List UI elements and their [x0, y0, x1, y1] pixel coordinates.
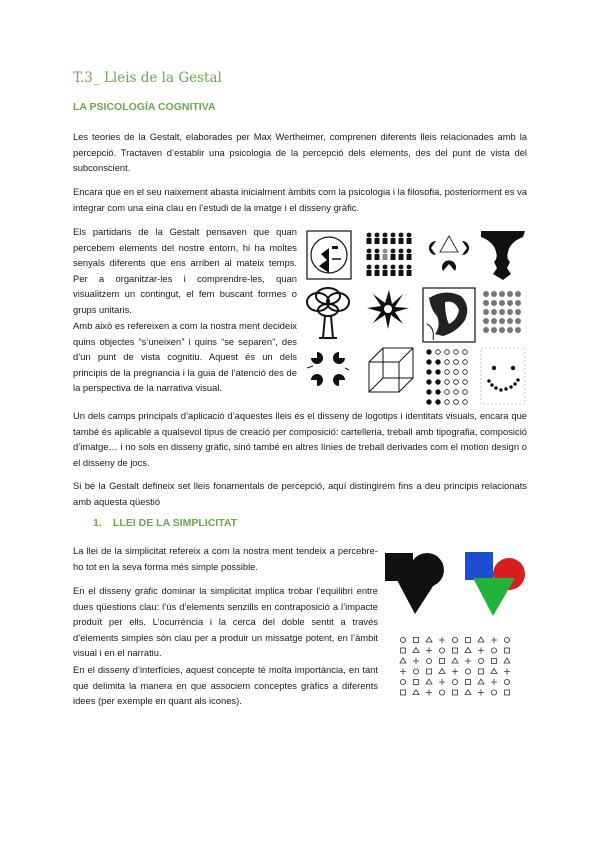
ui-icon	[465, 669, 470, 674]
simplicity-paragraph-2: En el disseny gràfic dominar la simplicitat implica trobar l’equilibri entre dues qüestions clau: l’ús d’elements senzills en contraposició a l’impacte produït per ells. L’ocurrència i la cerca del doble sentit a través d’elements simples són clau per a produir un missatge potent, en l’àmbit visual i en el narratiu.	[73, 585, 378, 659]
ui-icon	[426, 637, 432, 642]
ui-icon	[426, 658, 431, 663]
ui-icon	[453, 648, 458, 653]
ui-icon	[452, 658, 458, 663]
ui-icon	[400, 679, 405, 684]
applications-paragraph: Un dels camps principals d’aplicació d’aquestes lleis és el disseny de logotips i identitats visuals, encara que també és aplicable a qualsevol tipus de creació per composició: cartelleria, treball amb tipografia, composició d’imatge… i no sols en disseny gràfic, sinó també en altres línies de treball derivades com el motion design o el disseny de jocs.	[73, 410, 527, 468]
necker-cube-figure	[369, 348, 413, 392]
ui-icon	[478, 637, 484, 642]
ui-icon	[465, 658, 471, 664]
history-paragraph: Encara que en el seu naixement abasta inicialment àmbits com la psicologia i la filosofia, posteriorment es va integrar com una eina clau en l’estudi de la imatge i el disseny gràfic.	[73, 186, 527, 213]
ui-icon	[491, 690, 496, 695]
ui-icon	[413, 669, 418, 674]
knot-tree-figure	[307, 288, 349, 338]
ui-icon	[452, 679, 457, 684]
simplicity-paragraph-3: En el disseny d’interfícies, aquest concepte té molta importància, en tant que delimita la manera en que associem conceptes gràfics a diferents idees (per exemple en quant als icones).	[73, 664, 378, 707]
dot-grid-figure	[483, 291, 521, 333]
face-profile-figure	[307, 231, 351, 279]
intro-paragraph: Les teories de la Gestalt, elaborades per Max Wertheimer, comprenen diferents lleis relacionades amb la percepció. Tractaven d’establir una psicologia de la percepció dels elements, des del punt de vista del subconscient.	[73, 131, 527, 174]
gestalt-examples-gallery	[305, 228, 527, 405]
ui-icon	[439, 648, 444, 653]
simplicity-shapes-figure	[385, 550, 530, 620]
people-group-figure	[367, 233, 412, 276]
ui-icon	[414, 680, 419, 685]
ui-icon	[413, 658, 419, 664]
principles-paragraph: Si bé la Gestalt defineix set lleis fonamentals de percepció, aquí distingirem fins a deu principis relacionats amb aquesta qüestió	[73, 480, 527, 507]
ui-icon	[478, 690, 484, 696]
ui-icon	[439, 679, 445, 685]
black-composite-shape	[385, 553, 444, 614]
ui-icon	[439, 690, 444, 695]
ui-icon	[505, 648, 510, 653]
ui-icon	[505, 690, 510, 695]
ui-icon	[452, 669, 458, 675]
ui-icon	[491, 669, 497, 674]
ui-icon	[426, 679, 432, 684]
old-young-woman-figure	[423, 288, 475, 342]
ui-icon	[478, 658, 483, 663]
ui-icon	[414, 638, 419, 643]
ui-icon	[400, 637, 405, 642]
section-heading-simplicity	[93, 517, 237, 529]
page-title: T.3_ Lleis de la Gestal	[73, 70, 222, 86]
color-composite-shape	[465, 552, 525, 616]
section-number: 1.	[93, 517, 102, 529]
ui-icon	[427, 669, 432, 674]
ui-icon	[426, 648, 432, 654]
ui-icon	[465, 690, 471, 695]
icon-set-figure	[399, 636, 519, 700]
ui-icon	[491, 637, 497, 643]
ui-icon	[426, 690, 432, 696]
section-title: LLEI DE LA SIMPLICITAT	[113, 517, 238, 529]
starburst-figure	[367, 290, 409, 329]
ui-icon	[439, 637, 445, 643]
illusory-triangle-figure	[429, 236, 469, 271]
ui-icon	[413, 648, 419, 653]
ui-icon	[504, 669, 510, 675]
ui-icon	[400, 658, 406, 663]
ui-icon	[413, 690, 419, 695]
ui-icon	[466, 680, 471, 685]
simplicity-paragraph-1: La llei de la simplicitat refereix a com la nostra ment tendeix a percebre-ho tot en la seva forma més simple possible.	[73, 545, 378, 572]
ui-icon	[453, 690, 458, 695]
ui-icon	[400, 669, 406, 675]
ui-icon	[478, 679, 484, 684]
ui-icon	[504, 679, 509, 684]
ui-icon	[440, 659, 445, 664]
ui-icon	[401, 648, 406, 653]
perception-paragraph: Els partidaris de la Gestalt pensaven que quan percebem elements del nostre entorn, hi ha moltes senyals diferents que ens arriben al mateix temps. Per a organitzar-les i comprendre-les, quan visualitzem un contingut, el fem buscant formes o grups unitaris.	[73, 226, 297, 315]
grouping-paragraph: Amb això es refereixen a com la nostra ment decideix quins objectes “s’uneixen” i quins “se separen”, des d’un punt de vista cognitiu. Aquest és un dels principis de la pregnancia i la guia de l’atenció des de la perspectiva de la narrativa visual.	[73, 320, 297, 394]
ui-icon	[504, 637, 509, 642]
ui-icon	[504, 658, 510, 663]
ui-icon	[439, 669, 445, 674]
ui-icon	[479, 669, 484, 674]
ui-icon	[492, 659, 497, 664]
similarity-dots-figure	[427, 350, 468, 405]
section-subtitle: LA PSICOLOGÍA COGNITIVA	[73, 101, 216, 113]
vase-faces-figure	[481, 231, 525, 280]
dotted-smiley-figure	[481, 348, 525, 404]
illusory-square-figure	[307, 352, 349, 386]
ui-icon	[478, 648, 484, 654]
ui-icon	[491, 679, 497, 685]
ui-icon	[465, 648, 471, 653]
ui-icon	[401, 690, 406, 695]
ui-icon	[452, 637, 457, 642]
ui-icon	[491, 648, 496, 653]
ui-icon	[466, 638, 471, 643]
